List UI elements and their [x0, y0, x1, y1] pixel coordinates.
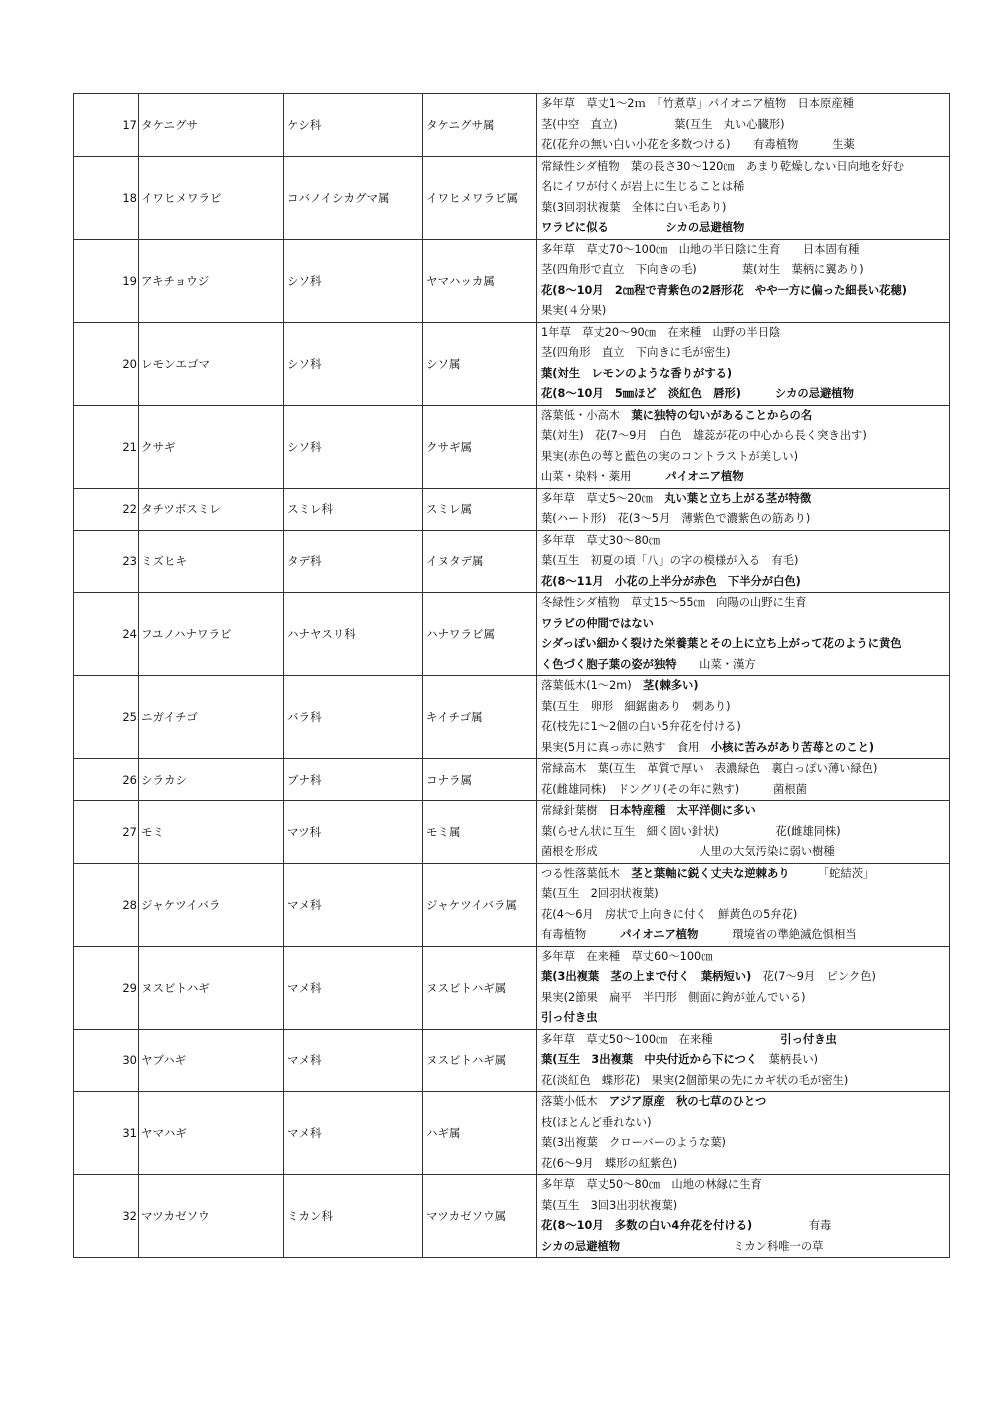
description-text: 山菜・染料・薬用: [541, 470, 666, 483]
description-text: 1年草 草丈20～90㎝ 在来種 山野の半日陰: [541, 325, 781, 339]
table-row: [74, 239, 950, 322]
description-text: 菌根を形成 人里の大気汚染に弱い樹種: [541, 845, 835, 858]
description-line: [541, 323, 949, 344]
plant-genus: イヌタデ属: [423, 530, 537, 593]
description-text: 葉(対生) 花(7～9月 白色 雄蕊が花の中心から長く突き出す): [541, 429, 867, 442]
plant-family: マメ科: [284, 1029, 423, 1092]
description-line: [541, 1175, 949, 1196]
description-text: パイオニア植物: [665, 470, 744, 483]
description-line: [541, 1008, 949, 1029]
description-text: シカの忌避植物: [541, 1239, 621, 1253]
row-number: 25: [74, 676, 139, 759]
plant-family: シソ科: [284, 322, 423, 405]
description-text: 多年草 草丈50～100㎝ 在来種: [541, 1032, 781, 1046]
description-text: 花(8～10月 多数の白い4弁花を付ける): [541, 1219, 753, 1232]
description-line: [541, 343, 949, 364]
description-text: 常緑性シダ植物 葉の長さ30～120㎝ あまり乾燥しない日向地を好む: [541, 159, 905, 173]
plant-family: ケシ科: [284, 94, 423, 157]
description-line: [541, 447, 949, 468]
description-text: 花(花弁の無い白い小花を多数つける) 有毒植物 生薬: [541, 138, 855, 151]
description-line: [541, 406, 949, 427]
description-text: 花(淡紅色 蝶形花) 果実(2個節果の先にカギ状の毛が密生): [541, 1073, 849, 1087]
description-line: [541, 634, 949, 655]
row-number: 26: [74, 759, 139, 801]
plant-name: ミズヒキ: [139, 530, 284, 593]
description-line: [541, 1154, 949, 1175]
description-line: [541, 1216, 949, 1237]
description-text: 引っ付き虫: [541, 1011, 598, 1024]
description-text: 多年草 草丈70～100㎝ 山地の半日陰に生育 日本固有種: [541, 242, 860, 256]
description-text: 常緑針葉樹: [541, 804, 609, 817]
description-text: つる性落葉低木: [541, 866, 632, 880]
description-line: [541, 1092, 949, 1113]
plant-genus: ヌスビトハギ属: [423, 946, 537, 1029]
description-line: [541, 780, 949, 801]
plant-description: [537, 322, 950, 405]
description-text: 花(6～9月 蝶形の紅紫色): [541, 1156, 678, 1170]
plant-name: マツカゼソウ: [139, 1175, 284, 1258]
description-text: 花(雌雄同株) ドングリ(その年に熟す) 菌根菌: [541, 782, 807, 796]
description-text: アジア原産 秋の七草のひとつ: [608, 1095, 767, 1108]
description-line: [541, 157, 949, 178]
plant-family: マメ科: [284, 946, 423, 1029]
description-text: 葉に独特の匂いがあることからの名: [631, 408, 813, 422]
plant-genus: クサギ属: [423, 405, 537, 488]
table-row: [74, 801, 950, 864]
description-text: 茎と葉軸に鋭く丈夫な逆棘あり: [631, 866, 790, 880]
table-row: [74, 946, 950, 1029]
plant-name: クサギ: [139, 405, 284, 488]
plant-name: ニガイチゴ: [139, 676, 284, 759]
plant-genus: スミレ属: [423, 488, 537, 530]
description-line: [541, 281, 949, 302]
plant-genus: モミ属: [423, 801, 537, 864]
description-text: 果実(赤色の萼と藍色の実のコントラストが美しい): [541, 449, 799, 463]
plant-genus: シソ属: [423, 322, 537, 405]
description-text: 多年草 草丈50～80㎝ 山地の林縁に生育: [541, 1178, 762, 1191]
plant-name: イワヒメワラビ: [139, 156, 284, 239]
table-row: [74, 1092, 950, 1175]
description-text: 花(8～11月 小花の上半分が赤色 下半分が白色): [541, 574, 801, 588]
table-row: [74, 1175, 950, 1258]
table-row: [74, 405, 950, 488]
description-text: 葉(対生 レモンのような香りがする): [541, 366, 733, 380]
description-text: 多年草 在来種 草丈60～100㎝: [541, 949, 713, 963]
description-text: 葉(3出複葉 クローバーのような葉): [541, 1136, 726, 1149]
description-line: [541, 218, 949, 239]
plant-name: フユノハナワラビ: [139, 593, 284, 676]
plant-description: [537, 1029, 950, 1092]
description-text: 葉柄長い): [757, 1053, 819, 1066]
plant-description: [537, 759, 950, 801]
description-line: [541, 426, 949, 447]
description-line: [541, 655, 949, 676]
description-text: 葉(3出複葉 茎の上まで付く 葉柄短い): [541, 970, 752, 983]
plant-name: タチツボスミレ: [139, 488, 284, 530]
description-line: [541, 1050, 949, 1071]
description-line: [541, 905, 949, 926]
description-text: 果実(5月に真っ赤に熟す 食用: [541, 740, 711, 754]
description-text: 茎(中空 直立) 葉(互生 丸い心臓形): [541, 117, 785, 131]
row-number: 27: [74, 801, 139, 864]
plant-description: [537, 676, 950, 759]
row-number: 28: [74, 863, 139, 946]
description-line: [541, 801, 949, 822]
description-text: 枝(ほとんど垂れない): [541, 1115, 652, 1129]
plant-family: タデ科: [284, 530, 423, 593]
row-number: 30: [74, 1029, 139, 1092]
description-text: 日本特産種 太平洋側に多い: [608, 804, 756, 817]
description-text: 落葉低木(1～2m): [541, 679, 643, 692]
description-line: [541, 1133, 949, 1154]
description-line: [541, 115, 949, 136]
description-text: 果実(2節果 扁平 半円形 側面に鉤が並んでいる): [541, 990, 806, 1004]
description-line: [541, 364, 949, 385]
description-line: [541, 198, 949, 219]
plant-genus: ハナワラビ属: [423, 593, 537, 676]
description-text: 落葉低・小高木: [541, 408, 632, 422]
description-text: 花(4～6月 房状で上向きに付く 鮮黄色の5弁花): [541, 907, 798, 921]
plant-family: コバノイシカグマ属: [284, 156, 423, 239]
description-line: [541, 759, 949, 780]
description-text: 花(7～9月 ピンク色): [751, 970, 876, 983]
description-line: [541, 467, 949, 488]
description-line: [541, 947, 949, 968]
table-row: [74, 676, 950, 759]
description-text: 丸い葉と立ち上がる茎が特徴: [664, 491, 812, 505]
description-line: [541, 509, 949, 530]
description-line: [541, 967, 949, 988]
description-text: 花(8～10月 5㎜ほど 淡紅色 唇形) シカの忌避植物: [541, 387, 854, 400]
table-row: [74, 1029, 950, 1092]
row-number: 18: [74, 156, 139, 239]
description-line: [541, 842, 949, 863]
plant-description: [537, 405, 950, 488]
plant-family: ミカン科: [284, 1175, 423, 1258]
plant-description: [537, 488, 950, 530]
description-line: [541, 593, 949, 614]
plant-genus: マツカゼソウ属: [423, 1175, 537, 1258]
description-line: [541, 676, 949, 697]
description-line: [541, 738, 949, 759]
plant-genus: ヤマハッカ属: [423, 239, 537, 322]
description-line: [541, 240, 949, 261]
description-text: 多年草 草丈5～20㎝: [541, 491, 665, 505]
row-number: 19: [74, 239, 139, 322]
plant-genus: ジャケツイバラ属: [423, 863, 537, 946]
description-text: 葉(互生 2回羽状複葉): [541, 887, 659, 900]
plant-family: マツ科: [284, 801, 423, 864]
row-number: 32: [74, 1175, 139, 1258]
description-text: 葉(互生 3回3出羽状複葉): [541, 1198, 678, 1212]
description-text: 葉(ハート形) 花(3～5月 薄紫色で濃紫色の筋あり): [541, 512, 811, 525]
description-text: 名にイワが付くが岩上に生じることは稀: [541, 180, 745, 193]
plant-description: [537, 94, 950, 157]
description-text: 落葉小低木: [541, 1095, 609, 1108]
plant-genus: ヌスビトハギ属: [423, 1029, 537, 1092]
row-number: 22: [74, 488, 139, 530]
description-line: [541, 988, 949, 1009]
description-line: [541, 697, 949, 718]
description-line: [541, 1071, 949, 1092]
row-number: 21: [74, 405, 139, 488]
table-row: [74, 322, 950, 405]
plant-name: レモンエゴマ: [139, 322, 284, 405]
description-line: [541, 572, 949, 593]
plant-family: ブナ科: [284, 759, 423, 801]
plant-family: マメ科: [284, 1092, 423, 1175]
description-line: [541, 1196, 949, 1217]
plant-name: ヌスビトハギ: [139, 946, 284, 1029]
table-row: [74, 530, 950, 593]
plant-table: [73, 93, 950, 1258]
description-text: パイオニア植物: [620, 928, 699, 941]
row-number: 24: [74, 593, 139, 676]
description-text: ミカン科唯一の草: [620, 1239, 824, 1253]
description-text: 「蛇結茨」: [789, 866, 875, 880]
description-line: [541, 864, 949, 885]
description-line: [541, 614, 949, 635]
description-line: [541, 135, 949, 156]
description-text: 果実(４分果): [541, 304, 607, 317]
plant-name: モミ: [139, 801, 284, 864]
plant-genus: キイチゴ属: [423, 676, 537, 759]
description-line: [541, 884, 949, 905]
row-number: 23: [74, 530, 139, 593]
plant-description: [537, 946, 950, 1029]
table-row: [74, 759, 950, 801]
plant-name: ヤブハギ: [139, 1029, 284, 1092]
description-line: [541, 1237, 949, 1258]
plant-name: シラカシ: [139, 759, 284, 801]
plant-name: アキチョウジ: [139, 239, 284, 322]
plant-genus: タケニグサ属: [423, 94, 537, 157]
plant-family: バラ科: [284, 676, 423, 759]
plant-name: ヤマハギ: [139, 1092, 284, 1175]
description-text: 花(枝先に1～2個の白い5弁花を付ける): [541, 720, 741, 733]
table-row: [74, 156, 950, 239]
plant-table-body: [74, 94, 950, 1258]
plant-family: マメ科: [284, 863, 423, 946]
description-text: 葉(互生 3出複葉 中央付近から下につく: [541, 1053, 758, 1066]
row-number: 17: [74, 94, 139, 157]
description-text: 茎(棘多い): [642, 679, 699, 692]
plant-description: [537, 1175, 950, 1258]
description-text: ワラビの仲間ではない: [541, 616, 654, 630]
description-line: [541, 489, 949, 510]
description-text: 常緑高木 葉(互生 革質で厚い 表濃緑色 裏白っぽい薄い緑色): [541, 762, 878, 775]
description-line: [541, 1030, 949, 1051]
plant-description: [537, 593, 950, 676]
description-line: [541, 1113, 949, 1134]
plant-description: [537, 530, 950, 593]
description-line: [541, 717, 949, 738]
plant-family: ハナヤスリ科: [284, 593, 423, 676]
description-text: 茎(四角形で直立 下向きの毛) 葉(対生 葉柄に翼あり): [541, 263, 864, 276]
description-text: 有毒植物: [541, 928, 621, 941]
row-number: 29: [74, 946, 139, 1029]
description-text: 冬緑性シダ植物 草丈15～55㎝ 向陽の山野に生育: [541, 596, 807, 609]
description-line: [541, 925, 949, 946]
plant-family: スミレ科: [284, 488, 423, 530]
description-text: 花(8～10月 2㎝程で青紫色の2唇形花 やや一方に偏った細長い花穂): [541, 283, 907, 297]
plant-description: [537, 1092, 950, 1175]
description-text: 葉(3回羽状複葉 全体に白い毛あり): [541, 200, 727, 214]
description-text: 茎(四角形 直立 下向きに毛が密生): [541, 346, 731, 359]
description-text: 葉(らせん状に互生 細く固い針状) 花(雌雄同株): [541, 824, 841, 838]
description-text: 小核に苦みがあり苦苺とのこと): [710, 740, 875, 754]
row-number: 31: [74, 1092, 139, 1175]
description-text: 山菜・漢方: [676, 657, 756, 671]
plant-genus: ハギ属: [423, 1092, 537, 1175]
description-text: く色づく胞子葉の姿が独特: [541, 657, 677, 671]
plant-description: [537, 863, 950, 946]
table-row: [74, 863, 950, 946]
table-row: [74, 593, 950, 676]
plant-name: ジャケツイバラ: [139, 863, 284, 946]
description-text: 多年草 草丈30～80㎝: [541, 533, 661, 547]
description-text: 葉(互生 卵形 細鋸歯あり 刺あり): [541, 699, 731, 713]
description-line: [541, 384, 949, 405]
description-text: 有毒: [752, 1219, 832, 1232]
plant-family: シソ科: [284, 405, 423, 488]
description-line: [541, 177, 949, 198]
plant-description: [537, 156, 950, 239]
plant-description: [537, 801, 950, 864]
description-text: 葉(互生 初夏の頃「八」の字の模様が入る 有毛): [541, 554, 799, 567]
plant-name: タケニグサ: [139, 94, 284, 157]
plant-table-page: [73, 93, 950, 1258]
plant-family: シソ科: [284, 239, 423, 322]
table-row: [74, 94, 950, 157]
description-text: ワラビに似る シカの忌避植物: [541, 221, 745, 234]
row-number: 20: [74, 322, 139, 405]
plant-description: [537, 239, 950, 322]
description-line: [541, 551, 949, 572]
description-text: 環境省の準絶滅危惧相当: [698, 928, 857, 941]
description-text: 引っ付き虫: [780, 1032, 837, 1046]
description-line: [541, 260, 949, 281]
description-line: [541, 531, 949, 552]
description-line: [541, 301, 949, 322]
description-text: 多年草 草丈1～2ｍ 「竹煮草」パイオニア植物 日本原産種: [541, 97, 854, 110]
plant-genus: コナラ属: [423, 759, 537, 801]
table-row: [74, 488, 950, 530]
plant-genus: イワヒメワラビ属: [423, 156, 537, 239]
description-line: [541, 822, 949, 843]
description-line: [541, 94, 949, 115]
description-text: シダっぽい細かく裂けた栄養葉とその上に立ち上がって花のように黄色: [541, 637, 902, 650]
